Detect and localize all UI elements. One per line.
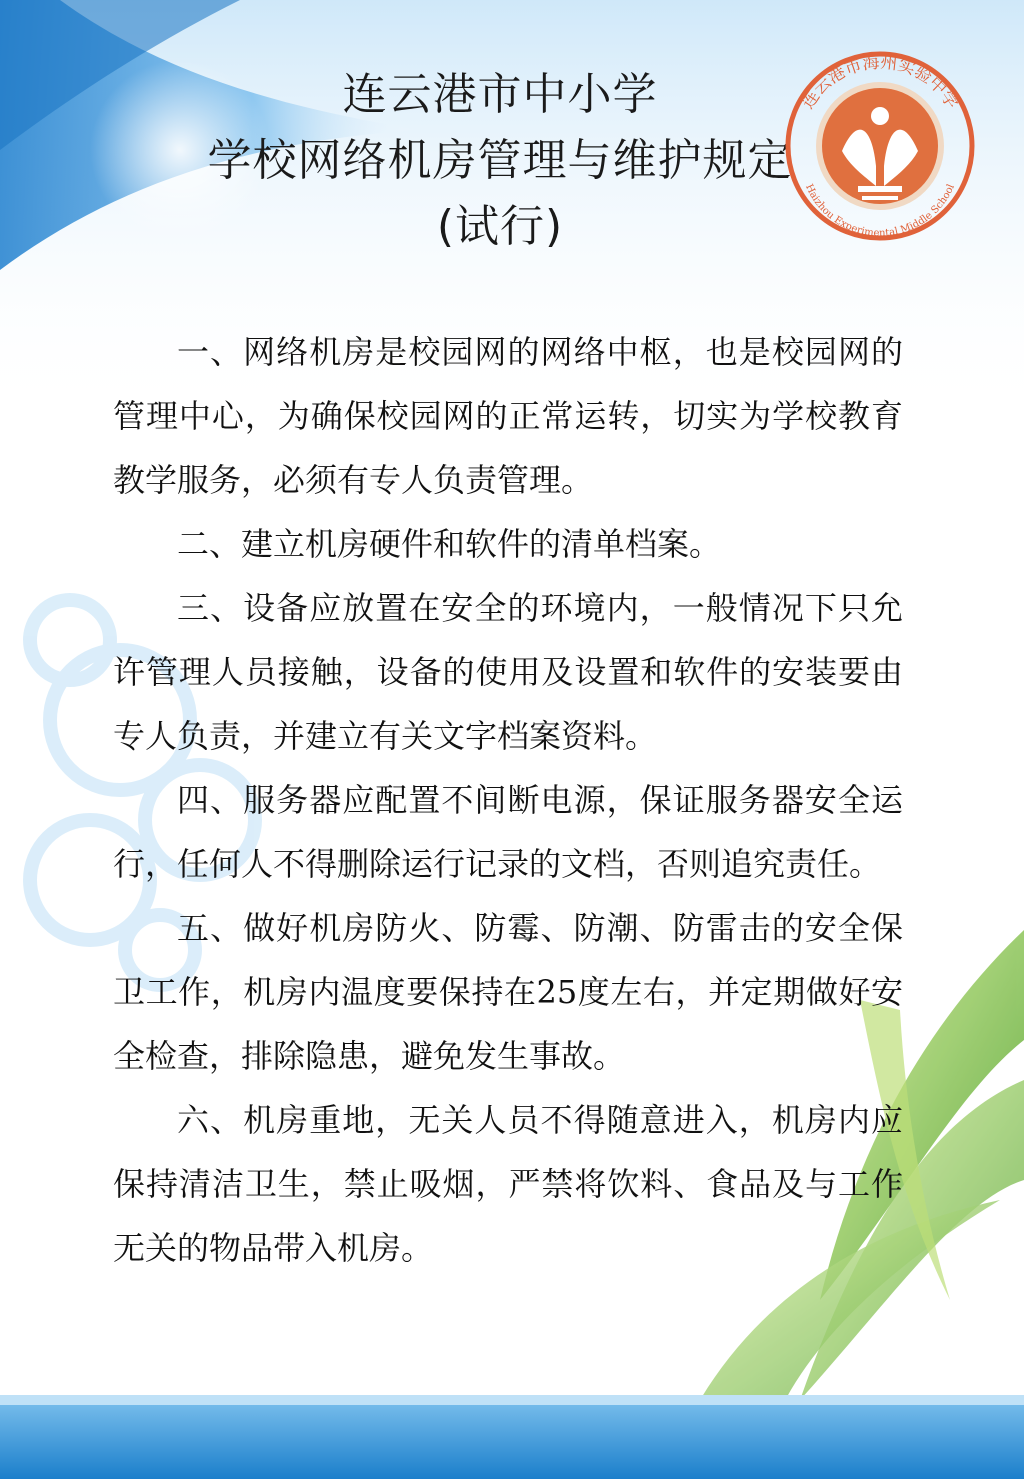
paragraph-6: 六、机房重地，无关人员不得随意进入，机房内应保持清洁卫生，禁止吸烟，严禁将饮料、食品及与工作无关的物品带入机房。 — [113, 1101, 903, 1267]
title-line-3: (试行) — [436, 201, 564, 252]
title-line-1: 连云港市中小学 — [342, 69, 658, 120]
school-seal-logo — [772, 46, 990, 246]
seal-bottom-text: Haizhou Experimental Middle School — [802, 182, 957, 240]
paragraph-1: 一、网络机房是校园网的网络中枢，也是校园网的管理中心，为确保校园网的正常运转，切实为学校教育教学服务，必须有专人负责管理。 — [113, 333, 903, 499]
paragraph-5: 五、做好机房防火、防霉、防潮、防雷击的安全保卫工作，机房内温度要保持在25度左右，并定期做好安全检查，排除隐患，避免发生事故。 — [113, 909, 903, 1075]
seal-top-text: 连云港市海州实验中学 — [797, 52, 963, 113]
paragraph-2: 二、建立机房硬件和软件的清单档案。 — [177, 525, 722, 563]
paragraph-4: 四、服务器应配置不间断电源，保证服务器安全运行，任何人不得删除运行记录的文档，否则追究责任。 — [113, 781, 903, 883]
paragraph-3: 三、设备应放置在安全的环境内，一般情况下只允许管理人员接触，设备的使用及设置和软件的安装要由专人负责，并建立有关文字档案资料。 — [113, 589, 903, 755]
document-body — [113, 320, 903, 1280]
title-line-2: 学校网络机房管理与维护规定 — [207, 135, 793, 186]
